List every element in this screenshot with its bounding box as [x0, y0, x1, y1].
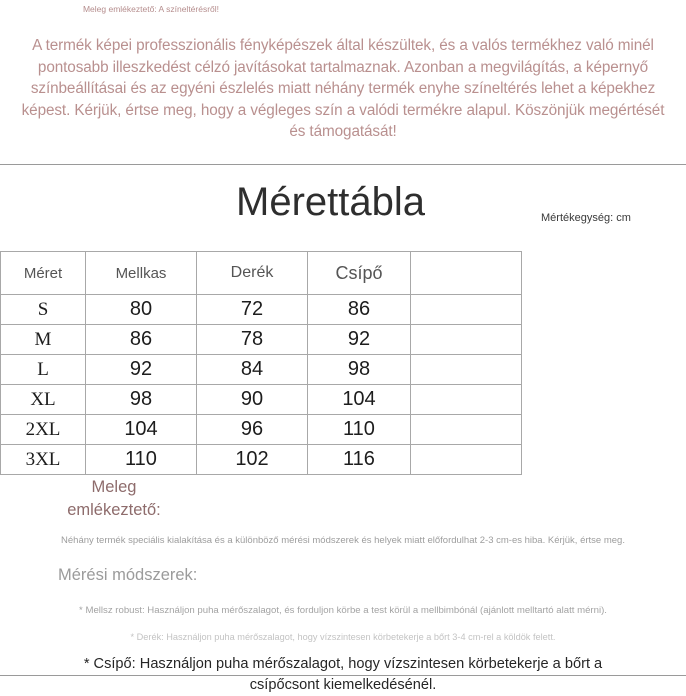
cell-size: S: [1, 295, 86, 325]
method-item-waist: * Derék: Használjon puha mérőszalagot, hogy vízszintesen körbetekerje a bőrt 3-4 cm-rel a köldök felett.: [130, 632, 556, 642]
table-row: [1, 415, 522, 445]
cell-hip: 116: [308, 445, 411, 475]
measuring-methods-section: [0, 564, 686, 696]
cell-size: M: [1, 325, 86, 355]
divider-top: [0, 164, 686, 165]
cell-size: 3XL: [1, 445, 86, 475]
cell-waist: 84: [197, 355, 308, 385]
method-item-hip: * Csípő: Használjon puha mérőszalagot, hogy vízszintesen körbetekerje a bőrt a csípőcsont kiemelkedésénél.: [83, 656, 603, 693]
cell-chest: 80: [86, 295, 197, 325]
color-notice-body: A termék képei professzionális fényképészek által készültek, és a valós termékhez való minél pontosabb illeszkedést célzó javításokat tartalmaznak. Azonban a megvilágítás, a képernyő színbeállításai és az egyéni észlelés miatt néhány termék enyhe színeltérés lehet a képekhez képest. Kérjük, értse meg, hogy a végleges szín a valódi termékre alapul. Köszönjük megértését és támogatását!: [21, 37, 665, 140]
cell-size: L: [1, 355, 86, 385]
cell-hip: 92: [308, 325, 411, 355]
warm-reminder-section: [0, 476, 686, 548]
measuring-methods-heading: Mérési módszerek:: [58, 566, 198, 584]
cell-hip: 98: [308, 355, 411, 385]
warm-reminder-note: Néhány termék speciális kialakítása és a különböző mérési módszerek és helyek miatt előfordulhat 2-3 cm-es hiba. Kérjük, értse meg.: [61, 535, 625, 546]
cell-blank: [411, 325, 522, 355]
table-row: [1, 385, 522, 415]
page-title: Mérettábla: [236, 180, 425, 224]
cell-chest: 104: [86, 415, 197, 445]
table-header-row: [1, 252, 522, 295]
warm-reminder-heading: Meleg emlékeztető:: [67, 478, 161, 519]
cell-hip: 86: [308, 295, 411, 325]
table-row: [1, 445, 522, 475]
cell-waist: 96: [197, 415, 308, 445]
color-notice-block: [0, 4, 686, 143]
column-header-chest: Mellkas: [86, 252, 197, 295]
cell-size: 2XL: [1, 415, 86, 445]
cell-waist: 72: [197, 295, 308, 325]
cell-chest: 86: [86, 325, 197, 355]
cell-chest: 110: [86, 445, 197, 475]
cell-blank: [411, 295, 522, 325]
table-row: [1, 325, 522, 355]
cell-hip: 104: [308, 385, 411, 415]
column-header-size: Méret: [1, 252, 86, 295]
size-chart-table: [0, 251, 522, 475]
cell-waist: 78: [197, 325, 308, 355]
cell-chest: 92: [86, 355, 197, 385]
column-header-waist: Derék: [197, 252, 308, 295]
cell-waist: 90: [197, 385, 308, 415]
cell-blank: [411, 385, 522, 415]
table-row: [1, 355, 522, 385]
divider-bottom: [0, 675, 686, 676]
cell-waist: 102: [197, 445, 308, 475]
color-notice-title: Meleg emlékeztető: A színeltérésről!: [82, 4, 220, 14]
cell-blank: [411, 415, 522, 445]
title-row: [0, 176, 686, 238]
table-row: [1, 295, 522, 325]
cell-blank: [411, 355, 522, 385]
cell-blank: [411, 445, 522, 475]
cell-chest: 98: [86, 385, 197, 415]
cell-hip: 110: [308, 415, 411, 445]
unit-label: Mértékegység: cm: [541, 212, 631, 224]
column-header-blank: [411, 252, 522, 295]
method-item-chest: * Mellsz robust: Használjon puha mérőszalagot, és forduljon körbe a test körül a mellbimbónál (ajánlott melltartó alatt mérni).: [79, 605, 607, 616]
column-header-hip: Csípő: [308, 252, 411, 295]
cell-size: XL: [1, 385, 86, 415]
